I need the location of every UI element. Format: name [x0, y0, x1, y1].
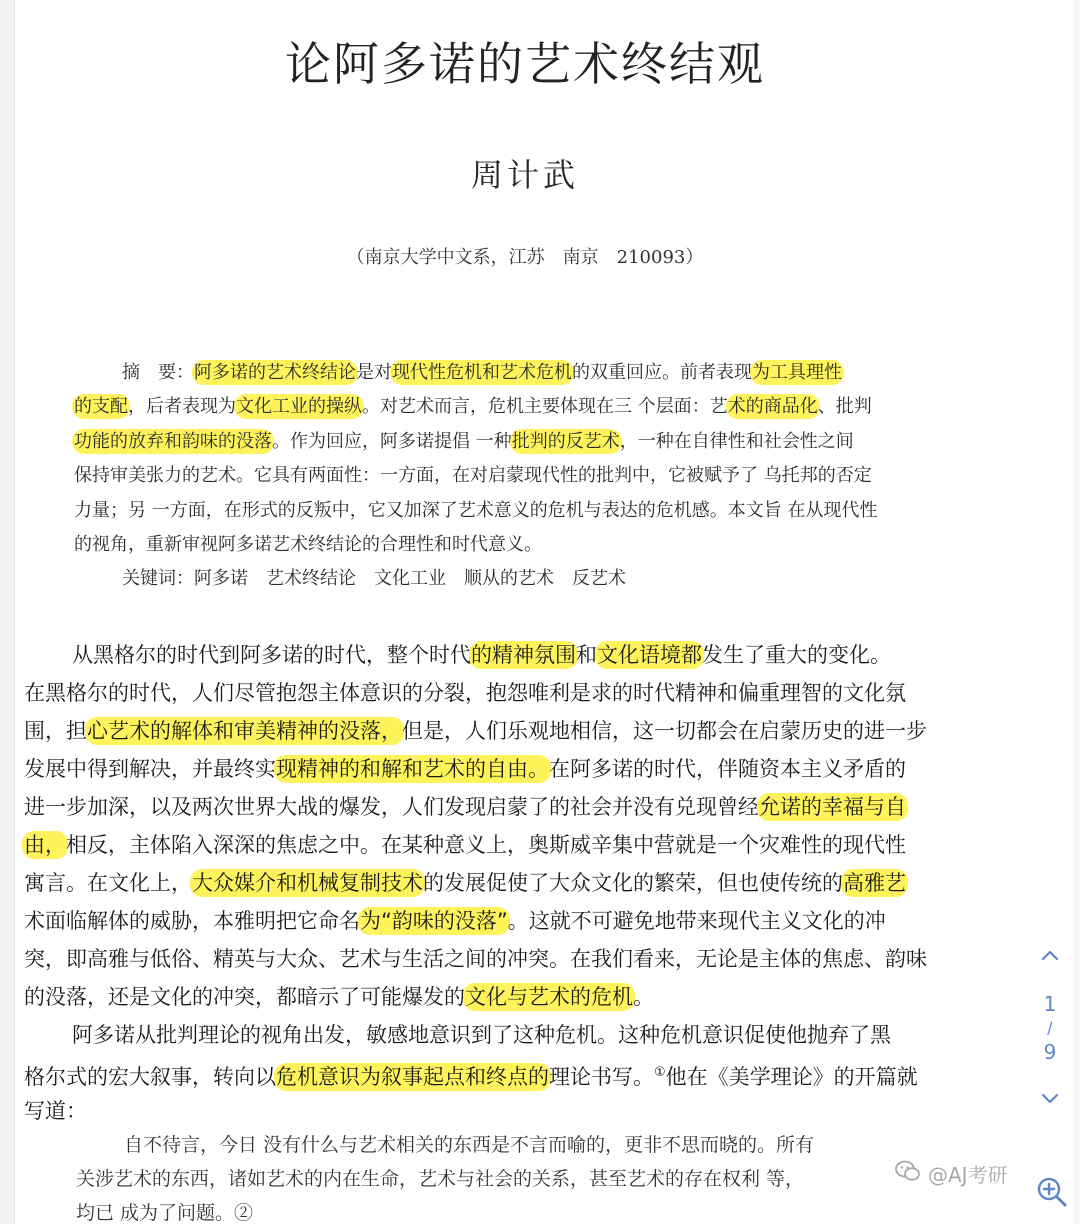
highlight: 文化语境都	[597, 643, 702, 667]
page-navigator	[1030, 930, 1070, 1110]
watermark	[894, 1158, 1008, 1188]
highlight: 高雅艺	[843, 871, 906, 895]
text-run: ，一种在自律性和社会性之间	[619, 430, 854, 452]
abstract-line: 的视角，重新审视阿多诺艺术终结论的合理性和时代意义。	[74, 533, 542, 555]
chevron-down-icon[interactable]	[1038, 1086, 1062, 1110]
keywords-line	[74, 562, 979, 596]
quote-line: 均已 成为了问题。②	[76, 1202, 254, 1224]
highlight: 危机意识为叙事起点和终点的	[276, 1065, 549, 1089]
body-line	[24, 750, 1029, 788]
watermark-text: @AJ考研	[928, 1162, 1008, 1187]
highlight: 为“韵味的没落”	[360, 909, 508, 933]
highlight: 允诺的幸福与自	[759, 795, 906, 819]
body-line: 阿多诺从批判理论的视角出发，敏感地意识到了这种危机。这种危机意识促使他抛弃了黑	[72, 1023, 891, 1047]
body-line	[24, 826, 1029, 864]
highlight: 大众媒介和机械复制技术	[192, 871, 423, 895]
body-line	[24, 788, 1029, 826]
highlight: 由，	[24, 833, 66, 857]
body-line	[24, 978, 1029, 1016]
highlight: 术的商品化	[727, 396, 818, 418]
body-line	[24, 636, 1029, 674]
text-run: 发生了重大的变化。	[702, 643, 891, 667]
keywords-label: 关键词：	[122, 568, 194, 590]
highlight: 文化与艺术的危机	[465, 985, 633, 1009]
quote-line: 自不待言，今日 没有什么与艺术相关的东西是不言而喻的，更非不思而晓的。所有	[124, 1134, 815, 1156]
text-run: 术面临解体的威胁，本雅明把它命名	[24, 909, 360, 933]
highlight: 现精神的和解和艺术的自由。	[276, 757, 549, 781]
text-run: 寓言。在文化上，	[24, 871, 192, 895]
body-line	[24, 1054, 1029, 1092]
highlight: 批判的反艺术	[511, 430, 620, 452]
author-affiliation: （南京大学中文系，江苏 南京 210093）	[346, 247, 704, 268]
wechat-icon	[894, 1159, 922, 1188]
text-run: 和	[576, 643, 597, 667]
text-run: 格尔式的宏大叙事，转向以	[24, 1065, 276, 1089]
text-run: 是对	[356, 362, 392, 383]
text-run: 。作为回应，阿多诺提倡 一种	[272, 430, 512, 452]
body-line: 在黑格尔的时代，人们尽管抱怨主体意识的分裂，抱怨唯利是求的时代精神和偏重理智的文化氛	[24, 681, 906, 705]
zoom-in-button[interactable]	[1030, 1172, 1074, 1216]
text-run: 他在《美学理论》的开篇就	[665, 1065, 918, 1089]
body-section	[24, 636, 1029, 1130]
zoom-in-icon	[1036, 1176, 1068, 1212]
text-run: 围，担	[24, 719, 87, 743]
body-line	[24, 864, 1029, 902]
text-run: 。对艺术而言，危机主要体现在三 个层面：艺	[362, 396, 728, 418]
text-run: ，后者表现为	[128, 396, 236, 418]
abstract-line: 保持审美张力的艺术。它具有两面性：一方面，在对启蒙现代性的批判中，它被赋予了 乌托邦的否定	[74, 465, 872, 487]
footnote-marker[interactable]: ①	[654, 1065, 666, 1080]
quote-line: 关涉艺术的东西，诸如艺术的内在生命，艺术与社会的关系，甚至艺术的存在权利 等，	[76, 1168, 805, 1190]
keywords-list: 阿多诺 艺术终结论 文化工业 顺从的艺术 反艺术	[194, 568, 626, 590]
text-run: 的双重回应。前者表现	[572, 362, 752, 383]
abstract-line	[74, 425, 979, 459]
author-name: 周计武	[470, 156, 579, 194]
chevron-up-icon[interactable]	[1038, 944, 1062, 968]
total-pages: 9	[1043, 1040, 1057, 1064]
highlight: 的精神氛围	[471, 643, 576, 667]
abstract-section	[74, 356, 979, 597]
body-line	[24, 902, 1029, 940]
highlight: 心艺术的解体和审美精神的没落，	[87, 719, 402, 743]
page-separator: /	[1047, 1018, 1053, 1037]
highlight: 的支配	[74, 396, 128, 418]
document-title: 论阿多诺的艺术终结观	[285, 37, 765, 91]
abstract-line	[74, 390, 979, 424]
text-run: 相反，主体陷入深深的焦虑之中。在某种意义上，奥斯威辛集中营就是一个灾难性的现代性	[66, 833, 906, 857]
text-run: 从黑格尔的时代到阿多诺的时代，整个时代	[72, 643, 471, 667]
highlight: 功能的放弃和韵味的没落	[74, 430, 272, 452]
text-run: 的没落，还是文化的冲突，都暗示了可能爆发的	[24, 985, 465, 1009]
current-page: 1	[1043, 992, 1057, 1016]
text-run: 。	[633, 985, 654, 1009]
body-line: 突，即高雅与低俗、精英与大众、艺术与生活之间的冲突。在我们看来，无论是主体的焦虑、韵味	[24, 947, 927, 971]
text-run: 理论书写。	[549, 1065, 654, 1089]
abstract-label: 摘 要：	[122, 362, 194, 383]
highlight: 文化工业的操纵	[236, 396, 362, 418]
text-run: 但是，人们乐观地相信，这一切都会在启蒙历史的进一步	[402, 719, 927, 743]
body-line	[24, 712, 1029, 750]
highlight: 为工具理性	[752, 362, 842, 383]
text-run: 进一步加深，以及两次世界大战的爆发，人们发现启蒙了的社会并没有兑现曾经	[24, 795, 759, 819]
text-run: 。这就不可避免地带来现代主义文化的冲	[507, 909, 886, 933]
abstract-line: 力量；另 一方面，在形式的反叛中，它又加深了艺术意义的危机与表达的危机感。本文旨 在从现代性	[74, 499, 878, 521]
text-run: 在阿多诺的时代，伴随资本主义矛盾的	[549, 757, 906, 781]
text-run: 的发展促使了大众文化的繁荣，但也使传统的	[423, 871, 843, 895]
page-edge-right	[1074, 0, 1080, 1224]
abstract-line	[74, 356, 979, 390]
text-run: 发展中得到解决，并最终实	[24, 757, 276, 781]
block-quote	[76, 1128, 996, 1230]
highlight: 现代性危机和艺术危机	[392, 362, 572, 383]
highlight: 阿多诺的艺术终结论	[194, 362, 356, 383]
text-run: 、批判	[817, 396, 872, 418]
body-line: 写道：	[24, 1099, 87, 1123]
